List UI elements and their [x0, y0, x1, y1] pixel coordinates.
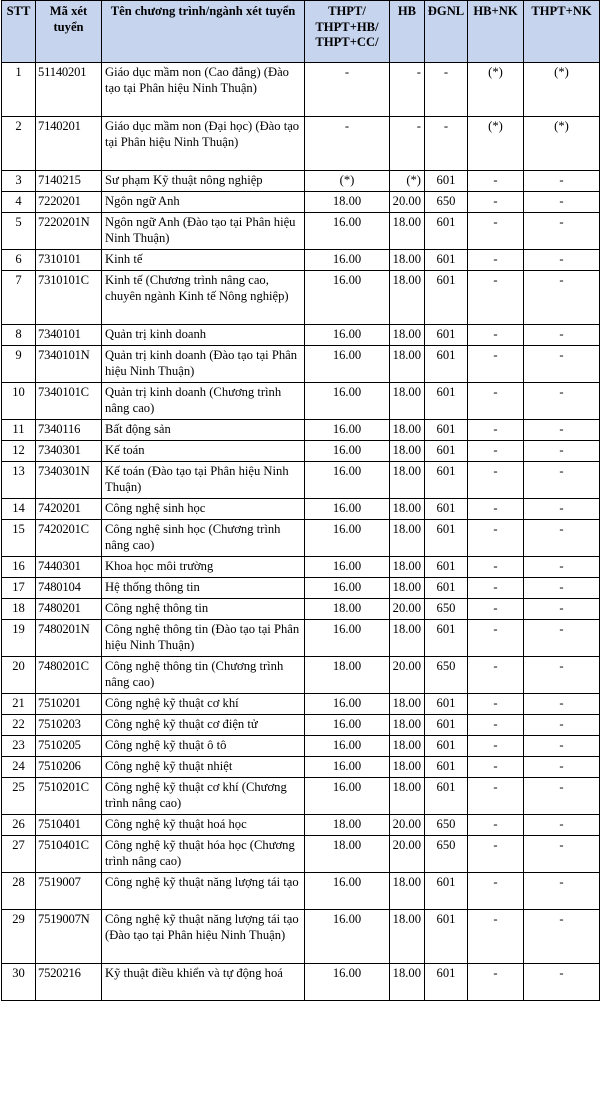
- cell-hb: 18.00: [390, 441, 425, 462]
- cell-thpt-nk: -: [524, 836, 600, 873]
- cell-hb-nk: -: [468, 346, 524, 383]
- cell-hb-nk: -: [468, 715, 524, 736]
- table-row: [2, 815, 600, 836]
- cell-code: 7510401: [36, 815, 102, 836]
- cell-name: Công nghệ kỹ thuật nhiệt: [102, 757, 305, 778]
- cell-thpt-nk: -: [524, 657, 600, 694]
- cell-dgnl: 601: [425, 694, 468, 715]
- cell-stt: 22: [2, 715, 36, 736]
- cell-stt: 13: [2, 462, 36, 499]
- cell-hb-nk: -: [468, 250, 524, 271]
- cell-hb-nk: (*): [468, 117, 524, 171]
- cell-stt: 2: [2, 117, 36, 171]
- cell-thpt: 16.00: [305, 578, 390, 599]
- cell-hb-nk: -: [468, 599, 524, 620]
- cell-hb-nk: -: [468, 578, 524, 599]
- header-name: Tên chương trình/ngành xét tuyển: [102, 1, 305, 63]
- cell-thpt: 16.00: [305, 964, 390, 1001]
- cell-name: Quản trị kinh doanh (Chương trình nâng cao): [102, 383, 305, 420]
- cell-thpt-nk: (*): [524, 117, 600, 171]
- cell-stt: 30: [2, 964, 36, 1001]
- cell-hb: 18.00: [390, 910, 425, 964]
- cell-dgnl: 601: [425, 462, 468, 499]
- cell-stt: 3: [2, 171, 36, 192]
- header-hb-nk: HB+NK: [468, 1, 524, 63]
- table-row: [2, 271, 600, 325]
- cell-name: Công nghệ kỹ thuật hóa học (Chương trình nâng cao): [102, 836, 305, 873]
- cell-hb: 18.00: [390, 346, 425, 383]
- cell-thpt: 16.00: [305, 910, 390, 964]
- cell-hb: 18.00: [390, 778, 425, 815]
- cell-code: 7440301: [36, 557, 102, 578]
- cell-hb-nk: -: [468, 694, 524, 715]
- cell-thpt: 16.00: [305, 441, 390, 462]
- cell-code: 7510201C: [36, 778, 102, 815]
- cell-thpt: 18.00: [305, 815, 390, 836]
- table-row: [2, 736, 600, 757]
- cell-code: 7220201N: [36, 213, 102, 250]
- cell-hb: 18.00: [390, 736, 425, 757]
- table-row: [2, 694, 600, 715]
- cell-thpt-nk: -: [524, 192, 600, 213]
- cell-name: Kỹ thuật điều khiển và tự động hoá: [102, 964, 305, 1001]
- cell-hb: 18.00: [390, 964, 425, 1001]
- cell-name: Sư phạm Kỹ thuật nông nghiệp: [102, 171, 305, 192]
- cell-thpt-nk: -: [524, 420, 600, 441]
- cell-thpt: 16.00: [305, 757, 390, 778]
- cell-hb-nk: -: [468, 836, 524, 873]
- table-row: [2, 192, 600, 213]
- header-stt: STT: [2, 1, 36, 63]
- cell-hb-nk: -: [468, 441, 524, 462]
- cell-dgnl: 601: [425, 213, 468, 250]
- cell-stt: 14: [2, 499, 36, 520]
- cell-name: Kế toán (Đào tạo tại Phân hiệu Ninh Thuận): [102, 462, 305, 499]
- cell-thpt: 16.00: [305, 271, 390, 325]
- cell-thpt: 16.00: [305, 499, 390, 520]
- cell-code: 7480201N: [36, 620, 102, 657]
- cell-thpt: 16.00: [305, 694, 390, 715]
- cell-hb-nk: -: [468, 520, 524, 557]
- cell-thpt: 16.00: [305, 778, 390, 815]
- cell-stt: 9: [2, 346, 36, 383]
- cell-stt: 10: [2, 383, 36, 420]
- cell-dgnl: 601: [425, 736, 468, 757]
- cell-hb: 18.00: [390, 383, 425, 420]
- cell-dgnl: 650: [425, 599, 468, 620]
- cell-hb: 20.00: [390, 599, 425, 620]
- cell-code: 7140215: [36, 171, 102, 192]
- cell-thpt-nk: -: [524, 910, 600, 964]
- cell-name: Khoa học môi trường: [102, 557, 305, 578]
- cell-thpt-nk: (*): [524, 63, 600, 117]
- table-body: [2, 63, 600, 1001]
- cell-thpt: 16.00: [305, 346, 390, 383]
- table-row: [2, 873, 600, 910]
- cell-hb: 18.00: [390, 694, 425, 715]
- cell-code: 7480104: [36, 578, 102, 599]
- cell-code: 7310101: [36, 250, 102, 271]
- cell-stt: 16: [2, 557, 36, 578]
- cell-stt: 12: [2, 441, 36, 462]
- cell-hb: 18.00: [390, 557, 425, 578]
- cell-hb-nk: -: [468, 213, 524, 250]
- cell-code: 7140201: [36, 117, 102, 171]
- cell-thpt: 18.00: [305, 657, 390, 694]
- cell-thpt: 16.00: [305, 383, 390, 420]
- cell-name: Bất động sản: [102, 420, 305, 441]
- cell-thpt-nk: -: [524, 271, 600, 325]
- cell-code: 7340301: [36, 441, 102, 462]
- cell-stt: 5: [2, 213, 36, 250]
- cell-dgnl: 601: [425, 250, 468, 271]
- cell-thpt-nk: -: [524, 578, 600, 599]
- cell-stt: 19: [2, 620, 36, 657]
- cell-stt: 4: [2, 192, 36, 213]
- cell-hb: 18.00: [390, 620, 425, 657]
- header-thpt-nk: THPT+NK: [524, 1, 600, 63]
- cell-code: 7340116: [36, 420, 102, 441]
- cell-thpt-nk: -: [524, 736, 600, 757]
- cell-hb: -: [390, 117, 425, 171]
- cell-name: Công nghệ sinh học: [102, 499, 305, 520]
- cell-hb: 18.00: [390, 213, 425, 250]
- cell-name: Công nghệ thông tin: [102, 599, 305, 620]
- cell-thpt-nk: -: [524, 694, 600, 715]
- cell-thpt: 18.00: [305, 192, 390, 213]
- cell-name: Giáo dục mầm non (Đại học) (Đào tạo tại Phân hiệu Ninh Thuận): [102, 117, 305, 171]
- cell-hb-nk: -: [468, 910, 524, 964]
- table-row: [2, 420, 600, 441]
- cell-thpt-nk: -: [524, 557, 600, 578]
- table-row: [2, 778, 600, 815]
- header-code: Mã xét tuyển: [36, 1, 102, 63]
- cell-name: Ngôn ngữ Anh: [102, 192, 305, 213]
- cell-code: 7510205: [36, 736, 102, 757]
- cell-name: Công nghệ kỹ thuật hoá học: [102, 815, 305, 836]
- table-row: [2, 836, 600, 873]
- cell-code: 7519007N: [36, 910, 102, 964]
- cell-thpt-nk: -: [524, 520, 600, 557]
- table-row: [2, 757, 600, 778]
- cell-thpt-nk: -: [524, 715, 600, 736]
- cell-thpt-nk: -: [524, 778, 600, 815]
- cell-dgnl: 601: [425, 383, 468, 420]
- table-row: [2, 462, 600, 499]
- cell-stt: 28: [2, 873, 36, 910]
- cell-code: 7510206: [36, 757, 102, 778]
- cell-hb: 20.00: [390, 192, 425, 213]
- cell-code: 7310101C: [36, 271, 102, 325]
- cell-name: Hệ thống thông tin: [102, 578, 305, 599]
- cell-thpt-nk: -: [524, 499, 600, 520]
- cell-dgnl: 601: [425, 964, 468, 1001]
- table-row: [2, 620, 600, 657]
- cell-hb-nk: -: [468, 462, 524, 499]
- cell-hb: 18.00: [390, 499, 425, 520]
- table-row: [2, 346, 600, 383]
- cell-hb: -: [390, 63, 425, 117]
- cell-hb-nk: -: [468, 815, 524, 836]
- cell-thpt: -: [305, 117, 390, 171]
- cell-hb-nk: -: [468, 383, 524, 420]
- cell-thpt-nk: -: [524, 213, 600, 250]
- cell-name: Công nghệ sinh học (Chương trình nâng cao): [102, 520, 305, 557]
- cell-thpt: 16.00: [305, 213, 390, 250]
- cell-thpt: 18.00: [305, 599, 390, 620]
- cell-hb: 20.00: [390, 836, 425, 873]
- cell-hb: 18.00: [390, 520, 425, 557]
- cell-hb-nk: (*): [468, 63, 524, 117]
- cell-code: 7510401C: [36, 836, 102, 873]
- cell-thpt-nk: -: [524, 250, 600, 271]
- cell-dgnl: 650: [425, 192, 468, 213]
- cell-hb-nk: -: [468, 778, 524, 815]
- cell-thpt-nk: -: [524, 383, 600, 420]
- table-row: [2, 63, 600, 117]
- cell-name: Công nghệ kỹ thuật cơ khí (Chương trình nâng cao): [102, 778, 305, 815]
- cell-code: 7480201C: [36, 657, 102, 694]
- cell-thpt: 16.00: [305, 462, 390, 499]
- cell-thpt: 16.00: [305, 520, 390, 557]
- cell-code: 51140201: [36, 63, 102, 117]
- cell-stt: 15: [2, 520, 36, 557]
- cell-dgnl: 601: [425, 520, 468, 557]
- cell-code: 7340101N: [36, 346, 102, 383]
- cell-hb: 18.00: [390, 578, 425, 599]
- table-row: [2, 578, 600, 599]
- cell-code: 7510201: [36, 694, 102, 715]
- cell-dgnl: 601: [425, 715, 468, 736]
- cell-name: Công nghệ kỹ thuật năng lượng tái tạo: [102, 873, 305, 910]
- cell-name: Kế toán: [102, 441, 305, 462]
- cell-thpt: 16.00: [305, 620, 390, 657]
- cell-thpt-nk: -: [524, 325, 600, 346]
- cell-stt: 11: [2, 420, 36, 441]
- cell-dgnl: 650: [425, 815, 468, 836]
- cell-name: Quản trị kinh doanh: [102, 325, 305, 346]
- table-row: [2, 715, 600, 736]
- cell-dgnl: 601: [425, 910, 468, 964]
- table-row: [2, 599, 600, 620]
- cell-thpt: 16.00: [305, 420, 390, 441]
- cell-hb: 18.00: [390, 420, 425, 441]
- cell-thpt-nk: -: [524, 462, 600, 499]
- cell-stt: 1: [2, 63, 36, 117]
- cell-code: 7480201: [36, 599, 102, 620]
- cell-dgnl: 601: [425, 557, 468, 578]
- cell-thpt-nk: -: [524, 599, 600, 620]
- cell-stt: 26: [2, 815, 36, 836]
- cell-hb: (*): [390, 171, 425, 192]
- cell-hb: 18.00: [390, 757, 425, 778]
- cell-name: Công nghệ kỹ thuật cơ điện tử: [102, 715, 305, 736]
- cell-hb-nk: -: [468, 192, 524, 213]
- cell-dgnl: 601: [425, 346, 468, 383]
- cell-hb-nk: -: [468, 325, 524, 346]
- cell-thpt-nk: -: [524, 757, 600, 778]
- cell-stt: 17: [2, 578, 36, 599]
- table-row: [2, 441, 600, 462]
- cell-hb: 18.00: [390, 325, 425, 346]
- cell-hb-nk: -: [468, 620, 524, 657]
- cell-code: 7340101: [36, 325, 102, 346]
- table-row: [2, 325, 600, 346]
- header-row: [2, 1, 600, 63]
- cell-thpt: 16.00: [305, 715, 390, 736]
- cell-dgnl: 650: [425, 657, 468, 694]
- cell-thpt: -: [305, 63, 390, 117]
- cell-hb-nk: -: [468, 757, 524, 778]
- cell-hb-nk: -: [468, 171, 524, 192]
- header-dgnl: ĐGNL: [425, 1, 468, 63]
- table-row: [2, 499, 600, 520]
- admission-table: [1, 0, 600, 1001]
- cell-name: Quản trị kinh doanh (Đào tạo tại Phân hiệu Ninh Thuận): [102, 346, 305, 383]
- table-row: [2, 964, 600, 1001]
- cell-hb-nk: -: [468, 271, 524, 325]
- cell-thpt-nk: -: [524, 346, 600, 383]
- cell-thpt: 16.00: [305, 557, 390, 578]
- cell-hb: 20.00: [390, 657, 425, 694]
- table-row: [2, 250, 600, 271]
- cell-hb-nk: -: [468, 420, 524, 441]
- cell-hb: 18.00: [390, 462, 425, 499]
- cell-dgnl: 601: [425, 578, 468, 599]
- cell-stt: 24: [2, 757, 36, 778]
- cell-name: Công nghệ kỹ thuật cơ khí: [102, 694, 305, 715]
- cell-dgnl: 601: [425, 778, 468, 815]
- cell-dgnl: 601: [425, 499, 468, 520]
- cell-name: Ngôn ngữ Anh (Đào tạo tại Phân hiệu Ninh Thuận): [102, 213, 305, 250]
- table-row: [2, 213, 600, 250]
- cell-thpt-nk: -: [524, 171, 600, 192]
- cell-hb-nk: -: [468, 657, 524, 694]
- cell-hb-nk: -: [468, 736, 524, 757]
- cell-hb: 18.00: [390, 715, 425, 736]
- cell-code: 7519007: [36, 873, 102, 910]
- cell-name: Công nghệ kỹ thuật ô tô: [102, 736, 305, 757]
- cell-dgnl: 650: [425, 836, 468, 873]
- cell-stt: 27: [2, 836, 36, 873]
- cell-thpt-nk: -: [524, 873, 600, 910]
- cell-hb-nk: -: [468, 499, 524, 520]
- cell-name: Công nghệ thông tin (Đào tạo tại Phân hiệu Ninh Thuận): [102, 620, 305, 657]
- cell-hb: 18.00: [390, 250, 425, 271]
- cell-hb: 18.00: [390, 271, 425, 325]
- cell-code: 7340101C: [36, 383, 102, 420]
- cell-dgnl: 601: [425, 873, 468, 910]
- cell-stt: 29: [2, 910, 36, 964]
- cell-stt: 21: [2, 694, 36, 715]
- cell-dgnl: 601: [425, 420, 468, 441]
- table-row: [2, 117, 600, 171]
- cell-thpt-nk: -: [524, 441, 600, 462]
- header-thpt: THPT/ THPT+HB/ THPT+CC/: [305, 1, 390, 63]
- table-row: [2, 910, 600, 964]
- cell-code: 7340301N: [36, 462, 102, 499]
- cell-thpt-nk: -: [524, 815, 600, 836]
- cell-dgnl: 601: [425, 171, 468, 192]
- cell-dgnl: 601: [425, 757, 468, 778]
- cell-dgnl: -: [425, 63, 468, 117]
- cell-name: Giáo dục mầm non (Cao đẳng) (Đào tạo tại Phân hiệu Ninh Thuận): [102, 63, 305, 117]
- cell-hb: 18.00: [390, 873, 425, 910]
- cell-hb-nk: -: [468, 873, 524, 910]
- cell-code: 7420201: [36, 499, 102, 520]
- cell-hb-nk: -: [468, 557, 524, 578]
- cell-code: 7220201: [36, 192, 102, 213]
- cell-name: Kinh tế (Chương trình nâng cao, chuyên ngành Kinh tế Nông nghiệp): [102, 271, 305, 325]
- cell-stt: 7: [2, 271, 36, 325]
- table-row: [2, 557, 600, 578]
- cell-dgnl: 601: [425, 441, 468, 462]
- cell-stt: 23: [2, 736, 36, 757]
- table-row: [2, 520, 600, 557]
- cell-hb-nk: -: [468, 964, 524, 1001]
- cell-dgnl: 601: [425, 271, 468, 325]
- cell-thpt-nk: -: [524, 964, 600, 1001]
- header-hb: HB: [390, 1, 425, 63]
- table-row: [2, 171, 600, 192]
- cell-thpt-nk: -: [524, 620, 600, 657]
- cell-thpt: 16.00: [305, 873, 390, 910]
- cell-dgnl: -: [425, 117, 468, 171]
- cell-name: Công nghệ kỹ thuật năng lượng tái tạo (Đào tạo tại Phân hiệu Ninh Thuận): [102, 910, 305, 964]
- cell-dgnl: 601: [425, 620, 468, 657]
- cell-code: 7420201C: [36, 520, 102, 557]
- cell-code: 7510203: [36, 715, 102, 736]
- cell-stt: 20: [2, 657, 36, 694]
- cell-stt: 25: [2, 778, 36, 815]
- cell-name: Công nghệ thông tin (Chương trình nâng cao): [102, 657, 305, 694]
- cell-stt: 18: [2, 599, 36, 620]
- cell-hb: 20.00: [390, 815, 425, 836]
- cell-thpt: 18.00: [305, 836, 390, 873]
- cell-thpt: 16.00: [305, 325, 390, 346]
- cell-thpt: (*): [305, 171, 390, 192]
- cell-stt: 6: [2, 250, 36, 271]
- cell-code: 7520216: [36, 964, 102, 1001]
- table-row: [2, 383, 600, 420]
- cell-thpt: 16.00: [305, 250, 390, 271]
- table-row: [2, 657, 600, 694]
- cell-dgnl: 601: [425, 325, 468, 346]
- cell-stt: 8: [2, 325, 36, 346]
- cell-name: Kinh tế: [102, 250, 305, 271]
- cell-thpt: 16.00: [305, 736, 390, 757]
